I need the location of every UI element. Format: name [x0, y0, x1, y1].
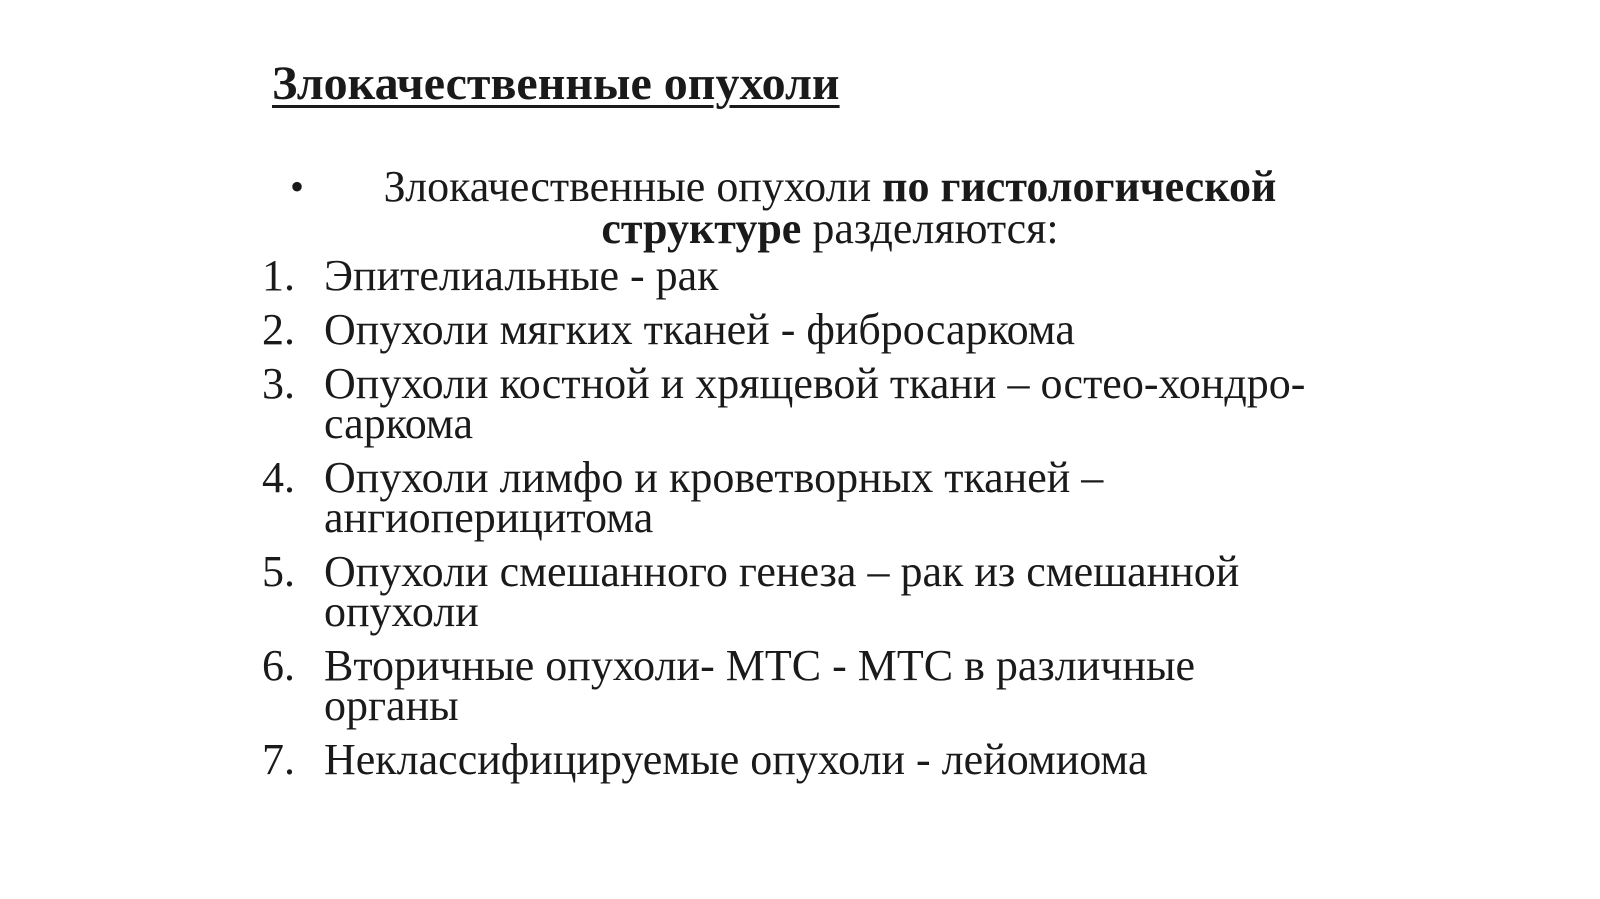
list-item	[262, 251, 1322, 300]
list-item	[262, 547, 1322, 636]
bullet-text-bold: по гистологической структуре	[601, 162, 1277, 253]
bullet-text	[330, 162, 1330, 253]
list-item	[262, 641, 1322, 730]
numbered-list	[262, 251, 1322, 794]
list-item	[262, 305, 1322, 354]
list-item-text: Опухоли костной и хрящевой ткани – остео-хондро-саркома	[324, 359, 1306, 448]
bullet-text-part3: разделяются:	[801, 204, 1059, 253]
list-item-text: Опухоли лимфо и кроветворных тканей – ангиоперицитома	[324, 453, 1104, 542]
list-item-number: 3.	[262, 359, 295, 408]
list-item-number: 4.	[262, 453, 295, 502]
list-item	[262, 735, 1322, 784]
list-item-text: Неклассифицируемые опухоли - лейомиома	[324, 735, 1148, 784]
list-item	[262, 359, 1322, 448]
list-item-number: 1.	[262, 251, 295, 300]
list-item-number: 7.	[262, 735, 295, 784]
list-item-number: 5.	[262, 547, 295, 596]
list-item-text: Эпителиальные - рак	[324, 251, 719, 300]
slide-title: Злокачественные опухоли	[272, 57, 840, 110]
list-item-text: Вторичные опухоли- МТС - МТС в различные органы	[324, 641, 1196, 730]
bullet-paragraph	[290, 162, 1330, 253]
list-item-text: Опухоли смешанного генеза – рак из смешанной опухоли	[324, 547, 1240, 636]
list-item-text: Опухоли мягких тканей - фибросаркома	[324, 305, 1075, 354]
list-item-number: 2.	[262, 305, 295, 354]
bullet-dot-icon: •	[290, 164, 305, 209]
list-item	[262, 453, 1322, 542]
list-item-number: 6.	[262, 641, 295, 690]
bullet-text-part1: Злокачественные опухоли	[383, 162, 883, 211]
